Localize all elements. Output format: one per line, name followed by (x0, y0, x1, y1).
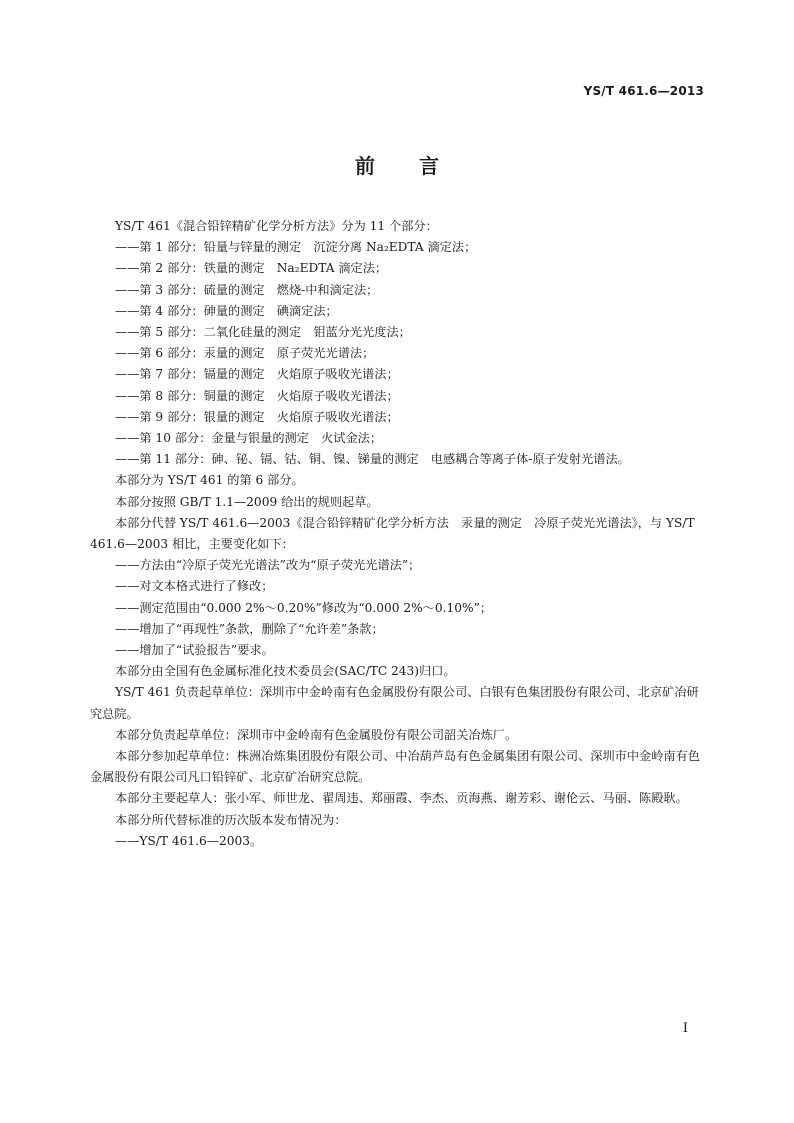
paragraph: 本部分代替 YS/T 461.6—2003《混合铅锌精矿化学分析方法 汞量的测定 冷原子荧光光谱法》，与 YS/T 461.6—2003 相比，主要变化如下： (90, 515, 695, 552)
list-item: ——第 8 部分：铜量的测定 火焰原子吸收光谱法； (115, 388, 399, 403)
list-item: ——第 2 部分：铁量的测定 Na₂EDTA 滴定法； (115, 261, 388, 276)
list-item: ——第 1 部分：铅量与锌量的测定 沉淀分离 Na₂EDTA 滴定法； (115, 240, 477, 255)
list-item: ——方法由“冷原子荧光光谱法”改为“原子荧光光谱法”； (115, 558, 421, 573)
paragraph: 本部分所代替标准的历次版本发布情况为： (115, 812, 347, 827)
list-item: ——对文本格式进行了修改； (115, 579, 274, 594)
paragraph: 本部分参加起草单位：株洲冶炼集团股份有限公司、中冶葫芦岛有色金属集团有限公司、深圳市中金岭南有色金属股份有限公司凡口铅锌矿、北京矿冶研究总院。 (90, 749, 700, 785)
list-item: ——第 3 部分：硫量的测定 燃烧-中和滴定法； (115, 282, 379, 297)
standard-number: YS/T 461.6—2013 (583, 84, 704, 98)
list-item: ——测定范围由“0.000 2%～0.20%”修改为“0.000 2%～0.10%”； (115, 600, 492, 615)
paragraph: 本部分由全国有色金属标准化技术委员会(SAC/TC 243)归口。 (115, 664, 456, 679)
list-item: ——第 7 部分：镉量的测定 火焰原子吸收光谱法； (115, 367, 399, 382)
list-item: ——第 10 部分：金量与银量的测定 火试金法； (115, 431, 383, 446)
list-item: ——增加了“试验报告”要求。 (115, 643, 274, 658)
paragraph: YS/T 461 负责起草单位：深圳市中金岭南有色金属股份有限公司、白银有色集团股份有限公司、北京矿冶研究总院。 (90, 685, 699, 721)
page-title: 前言 (355, 154, 483, 178)
list-item: ——第 11 部分：砷、铋、镉、钴、铜、镍、锑量的测定 电感耦合等离子体-原子发射光谱法。 (115, 452, 630, 467)
paragraph: YS/T 461《混合铅锌精矿化学分析方法》分为 11 个部分： (115, 219, 438, 233)
list-item: ——第 4 部分：砷量的测定 碘滴定法； (115, 303, 338, 318)
page-number: I (682, 1021, 688, 1036)
foreword-body (90, 216, 708, 852)
paragraph: 本部分负责起草单位：深圳市中金岭南有色金属股份有限公司韶关冶炼厂。 (115, 727, 518, 742)
list-item: ——第 9 部分：银量的测定 火焰原子吸收光谱法； (115, 409, 399, 424)
list-item: ——YS/T 461.6—2003。 (115, 833, 263, 848)
list-item: ——第 6 部分：汞量的测定 原子荧光光谱法； (115, 346, 375, 361)
paragraph: 本部分为 YS/T 461 的第 6 部分。 (115, 473, 304, 488)
list-item: ——第 5 部分：二氧化硅量的测定 钼蓝分光光度法； (115, 325, 411, 340)
paragraph: 本部分按照 GB/T 1.1—2009 给出的规则起草。 (115, 494, 379, 509)
list-item: ——增加了“再现性”条款，删除了“允许差”条款； (115, 621, 384, 636)
paragraph: 本部分主要起草人：张小军、师世龙、翟周违、郑丽霞、李杰、贡海燕、谢芳彩、谢伦云、马丽、陈殿耿。 (115, 791, 688, 806)
